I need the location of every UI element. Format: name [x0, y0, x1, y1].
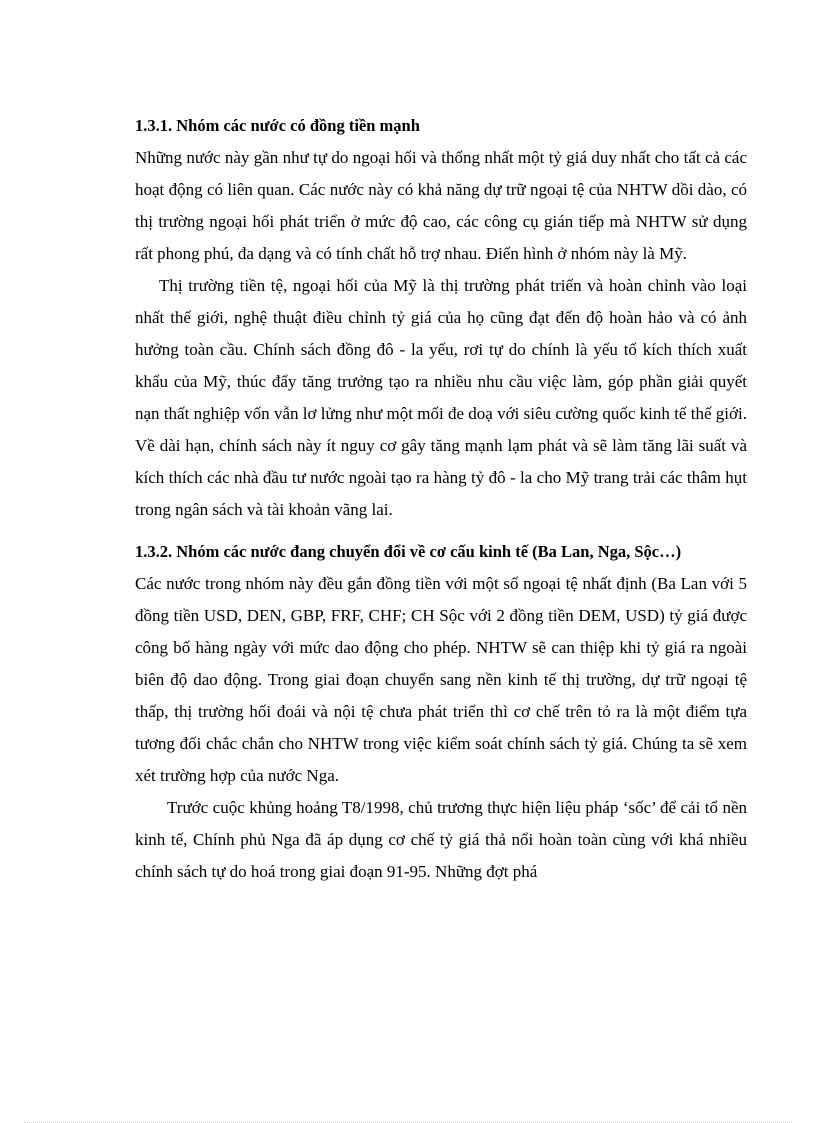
paragraph-russia-crisis: Trước cuộc khủng hoảng T8/1998, chủ trương thực hiện liệu pháp ‘sốc’ để cải tổ nền kinh tế, Chính phủ Nga đã áp dụng cơ chế tỷ giá thả nổi hoàn toàn cùng với khá nhiều chính sách tự do hoá trong giai đoạn 91-95. Những đợt phá	[135, 798, 747, 881]
section-heading-1-3-1: 1.3.1. Nhóm các nước có đồng tiền mạnh	[135, 116, 420, 135]
paragraph-strong-currency-intro: Những nước này gần như tự do ngoại hối và thống nhất một tỷ giá duy nhất cho tất cả các hoạt động có liên quan. Các nước này có khả năng dự trữ ngoại tệ của NHTW dồi dào, có thị trường ngoại hối phát triển ở mức độ cao, các công cụ gián tiếp mà NHTW sử dụng rất phong phú, đa dạng và có tính chất hỗ trợ nhau. Điển hình ở nhóm này là Mỹ.	[135, 148, 747, 263]
section-heading-1-3-2: 1.3.2. Nhóm các nước đang chuyển đổi về cơ cấu kinh tế (Ba Lan, Nga, Sộc…)	[135, 542, 682, 561]
document-body	[135, 110, 747, 888]
paragraph-us-market: Thị trường tiền tệ, ngoại hối của Mỹ là thị trường phát triển và hoàn chỉnh vào loại nhất thế giới, nghệ thuật điều chỉnh tỷ giá của họ cũng đạt đến độ hoàn hảo và có ảnh hưởng toàn cầu. Chính sách đồng đô - la yếu, rơi tự do chính là yếu tố kích thích xuất khẩu của Mỹ, thúc đẩy tăng trưởng tạo ra nhiều nhu cầu việc làm, góp phần giải quyết nạn thất nghiệp vốn vẫn lơ lửng như một mối đe doạ với siêu cường quốc kinh tế thế giới. Về dài hạn, chính sách này ít nguy cơ gây tăng mạnh lạm phát và sẽ làm tăng lãi suất và kích thích các nhà đầu tư nước ngoài tạo ra hàng tỷ đô - la cho Mỹ trang trải các thâm hụt trong ngân sách và tài khoản vãng lai.	[135, 276, 747, 519]
paragraph-transition-economies: Các nước trong nhóm này đều gắn đồng tiền với một số ngoại tệ nhất định (Ba Lan với 5 đồng tiền USD, DEN, GBP, FRF, CHF; CH Sộc với 2 đồng tiền DEM, USD) tỷ giá được công bố hàng ngày với mức dao động cho phép. NHTW sẽ can thiệp khi tỷ giá ra ngoài biên độ dao động. Trong giai đoạn chuyển sang nền kinh tế thị trường, dự trữ ngoại tệ thấp, thị trường hối đoái và nội tệ chưa phát triển thì cơ chế trên tỏ ra là một điểm tựa tương đối chắc chắn cho NHTW trong việc kiểm soát chính sách tỷ giá. Chúng ta sẽ xem xét trường hợp của nước Nga.	[135, 574, 747, 785]
